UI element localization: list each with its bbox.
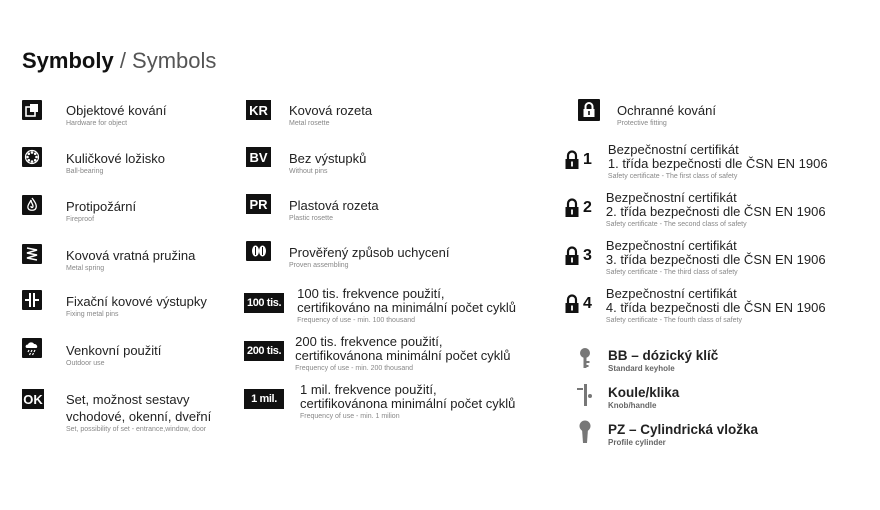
- bv-badge: BV: [246, 147, 271, 167]
- symbol-kulickove-lozisko: Kuličkové ložisko Ball-bearing: [22, 147, 165, 176]
- ok-badge: OK: [22, 389, 44, 409]
- symbol-certifikat-1: 1 Bezpečnostní certifikát 1. třída bezpečnosti dle ČSN EN 1906 Safety certificate - The first class of safety: [564, 143, 828, 181]
- lock-class-1-icon: 1: [564, 149, 592, 171]
- hardware-object-icon: [22, 100, 42, 120]
- metal-pins-icon: [22, 290, 42, 310]
- symbol-certifikat-2: 2 Bezpečnostní certifikát 2. třída bezpečnosti dle ČSN EN 1906 Safety certificate - The second class of safety: [564, 191, 826, 229]
- pr-badge: PR: [246, 194, 271, 214]
- symbol-koule-klika: Koule/klika Knob/handle: [574, 384, 679, 410]
- outdoor-rain-icon: [22, 338, 42, 358]
- ball-bearing-icon: [22, 147, 42, 167]
- spring-icon: [22, 244, 42, 264]
- symbol-200-tis: 200 tis. 200 tis. frekvence použití, certifikovánona minimální počet cyklů Frequency of use - min. 200 thousand: [244, 335, 510, 373]
- fire-icon: [22, 195, 42, 215]
- symbol-venkovni-pouziti: Venkovní použití Outdoor use: [22, 338, 161, 368]
- keyhole-icon: [574, 347, 596, 369]
- 200-tis-badge: 200 tis.: [244, 341, 284, 361]
- symbol-protipozarni: Protipožární Fireproof: [22, 195, 136, 224]
- symbol-ochranne-kovani: Ochranné kování Protective fitting: [578, 99, 716, 128]
- symbol-1-mil: 1 mil. 1 mil. frekvence použití, certifikovánona minimální počet cyklů Frequency of use - min. 1 milion: [244, 383, 515, 421]
- lock-class-2-icon: 2: [564, 197, 592, 219]
- lock-class-4-icon: 4: [564, 293, 592, 315]
- symbol-objektove-kovani: Objektové kování Hardware for object: [22, 100, 166, 128]
- page-title: Symboly / Symbols: [22, 48, 217, 73]
- symbol-certifikat-3: 3 Bezpečnostní certifikát 3. třída bezpečnosti dle ČSN EN 1906 Safety certificate - The third class of safety: [564, 239, 826, 277]
- kr-badge: KR: [246, 100, 271, 120]
- assembling-icon: [246, 241, 271, 261]
- symbol-fixacni-vystupky: Fixační kovové výstupky Fixing metal pins: [22, 290, 207, 319]
- lock-icon: [578, 99, 600, 121]
- symbol-bez-vystupku: BV Bez výstupků Without pins: [246, 147, 366, 176]
- symbol-set: OK Set, možnost sestavy vchodové, okenní, dveřní Set, possibility of set - entrance,window, door: [22, 389, 211, 434]
- symbol-100-tis: 100 tis. 100 tis. frekvence použití, certifikováno na minimální počet cyklů Frequency of use - min. 100 thousand: [244, 287, 516, 325]
- symbol-proveren-zpusob-uchyceni: Prověřený způsob uchycení Proven assembling: [246, 241, 449, 270]
- 100-tis-badge: 100 tis.: [244, 293, 284, 313]
- symbol-certifikat-4: 4 Bezpečnostní certifikát 4. třída bezpečnosti dle ČSN EN 1906 Safety certificate - The fourth class of safety: [564, 287, 826, 325]
- symbol-plastova-rozeta: PR Plastová rozeta Plastic rosette: [246, 194, 379, 223]
- profile-cylinder-icon: [574, 421, 596, 443]
- lock-class-3-icon: 3: [564, 245, 592, 267]
- knob-handle-icon: [574, 384, 596, 406]
- symbol-bb-klic: BB – dózický klíč Standard keyhole: [574, 347, 718, 373]
- 1-mil-badge: 1 mil.: [244, 389, 284, 409]
- symbol-pz-cylindricka-vlozka: PZ – Cylindrická vložka Profile cylinder: [574, 421, 758, 447]
- symbol-kovova-rozeta: KR Kovová rozeta Metal rosette: [246, 100, 372, 128]
- symbol-kovova-vratna-pruzina: Kovová vratná pružina Metal spring: [22, 244, 195, 273]
